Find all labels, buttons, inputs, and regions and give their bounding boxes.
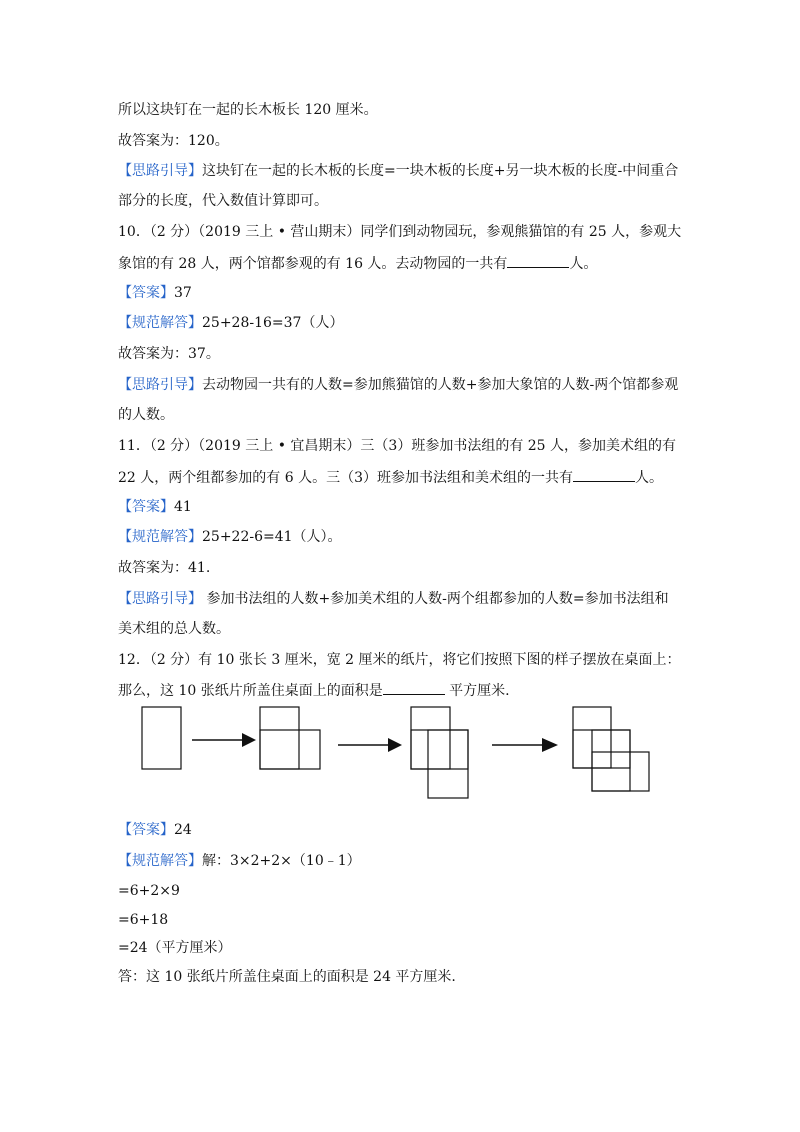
question-text: 22 人，两个组都参加的有 6 人。三（3）班参加书法组和美术组的一共有 (118, 470, 573, 486)
paper-rect (260, 707, 299, 769)
answer-tag: 【答案】 (118, 285, 174, 301)
question-11-line-2 (118, 467, 663, 488)
final-answer: 答：这 10 张纸片所盖住桌面上的面积是 24 平方厘米. (118, 969, 456, 985)
answer-blank (383, 680, 445, 695)
question-text: 人。 (634, 470, 663, 486)
paper-rect (573, 730, 630, 768)
hint-line (118, 161, 678, 181)
hint-line (118, 375, 678, 395)
hint-tag: 【思路引导】 (118, 591, 202, 607)
answer-line (118, 283, 192, 303)
hint-line (118, 589, 669, 609)
answer-tag: 【答案】 (118, 822, 174, 838)
question-text: 人。 (569, 256, 598, 272)
text-line: 故答案为：41. (118, 560, 211, 576)
question-text: 那么，这 10 张纸片所盖住桌面上的面积是 (118, 683, 383, 699)
solution-tag: 【规范解答】 (118, 315, 202, 331)
text-line: 美术组的总人数。 (118, 621, 230, 637)
solution-line (118, 527, 342, 547)
paper-rect (411, 730, 468, 769)
hint-tag: 【思路引导】 (118, 377, 202, 393)
hint-tag: 【思路引导】 (118, 163, 202, 179)
text-line: 故答案为：37。 (118, 346, 220, 362)
solution-tag: 【规范解答】 (118, 529, 202, 545)
paper-rect (142, 707, 181, 769)
solution-line (118, 313, 343, 333)
question-10-line-1: 10．（2 分）（2019 三上 • 营山期末）同学们到动物园玩，参观熊猫馆的有 25 人，参观大 (118, 224, 682, 240)
text-line: 的人数。 (118, 407, 174, 423)
paper-arrangement-figure (130, 700, 670, 805)
paper-rect (411, 707, 450, 769)
answer-line (118, 497, 192, 517)
arrow-head (542, 738, 558, 752)
paper-rect (592, 752, 649, 791)
question-text: 平方厘米. (444, 683, 510, 699)
paper-rect (428, 730, 468, 798)
question-text: 象馆的有 28 人，两个馆都参观的有 16 人。去动物园的一共有 (118, 256, 508, 272)
solution-text: 25+28-16=37（人） (202, 315, 344, 331)
answer-blank (507, 253, 569, 268)
answer-blank (573, 467, 635, 482)
text-line: 所以这块钉在一起的长木板长 120 厘米。 (118, 102, 378, 118)
calculation-step: =6+18 (118, 912, 169, 928)
solution-line (118, 851, 361, 871)
solution-text: 解：3×2+2×（10﹣1） (202, 853, 361, 869)
text-line: 故答案为：120。 (118, 133, 229, 149)
question-12-line-2 (118, 680, 510, 701)
text-line: 部分的长度，代入数值计算即可。 (118, 193, 328, 209)
answer-value: 41 (174, 499, 192, 515)
paper-rect (260, 730, 320, 769)
answer-value: 24 (174, 822, 192, 838)
question-12-line-1: 12．（2 分）有 10 张长 3 厘米，宽 2 厘米的纸片，将它们按照下图的样子摆放在桌面上： (118, 652, 681, 668)
hint-text: 参加书法组的人数+参加美术组的人数-两个组都参加的人数=参加书法组和 (202, 591, 669, 607)
arrow-head (242, 733, 256, 747)
question-10-line-2 (118, 253, 597, 274)
calculation-step: =24（平方厘米） (118, 940, 232, 956)
solution-text: 25+22-6=41（人）。 (202, 529, 342, 545)
calculation-step: =6+2×9 (118, 883, 180, 899)
solution-tag: 【规范解答】 (118, 853, 202, 869)
hint-text: 去动物园一共有的人数=参加熊猫馆的人数+参加大象馆的人数-两个馆都参观 (202, 377, 679, 393)
answer-value: 37 (174, 285, 192, 301)
question-11-line-1: 11．（2 分）（2019 三上 • 宜昌期末）三（3）班参加书法组的有 25 人，参加美术组的有 (118, 438, 677, 454)
hint-text: 这块钉在一起的长木板的长度=一块木板的长度+另一块木板的长度-中间重合 (202, 163, 679, 179)
answer-tag: 【答案】 (118, 499, 174, 515)
arrow-head (388, 738, 402, 752)
answer-line (118, 820, 192, 840)
